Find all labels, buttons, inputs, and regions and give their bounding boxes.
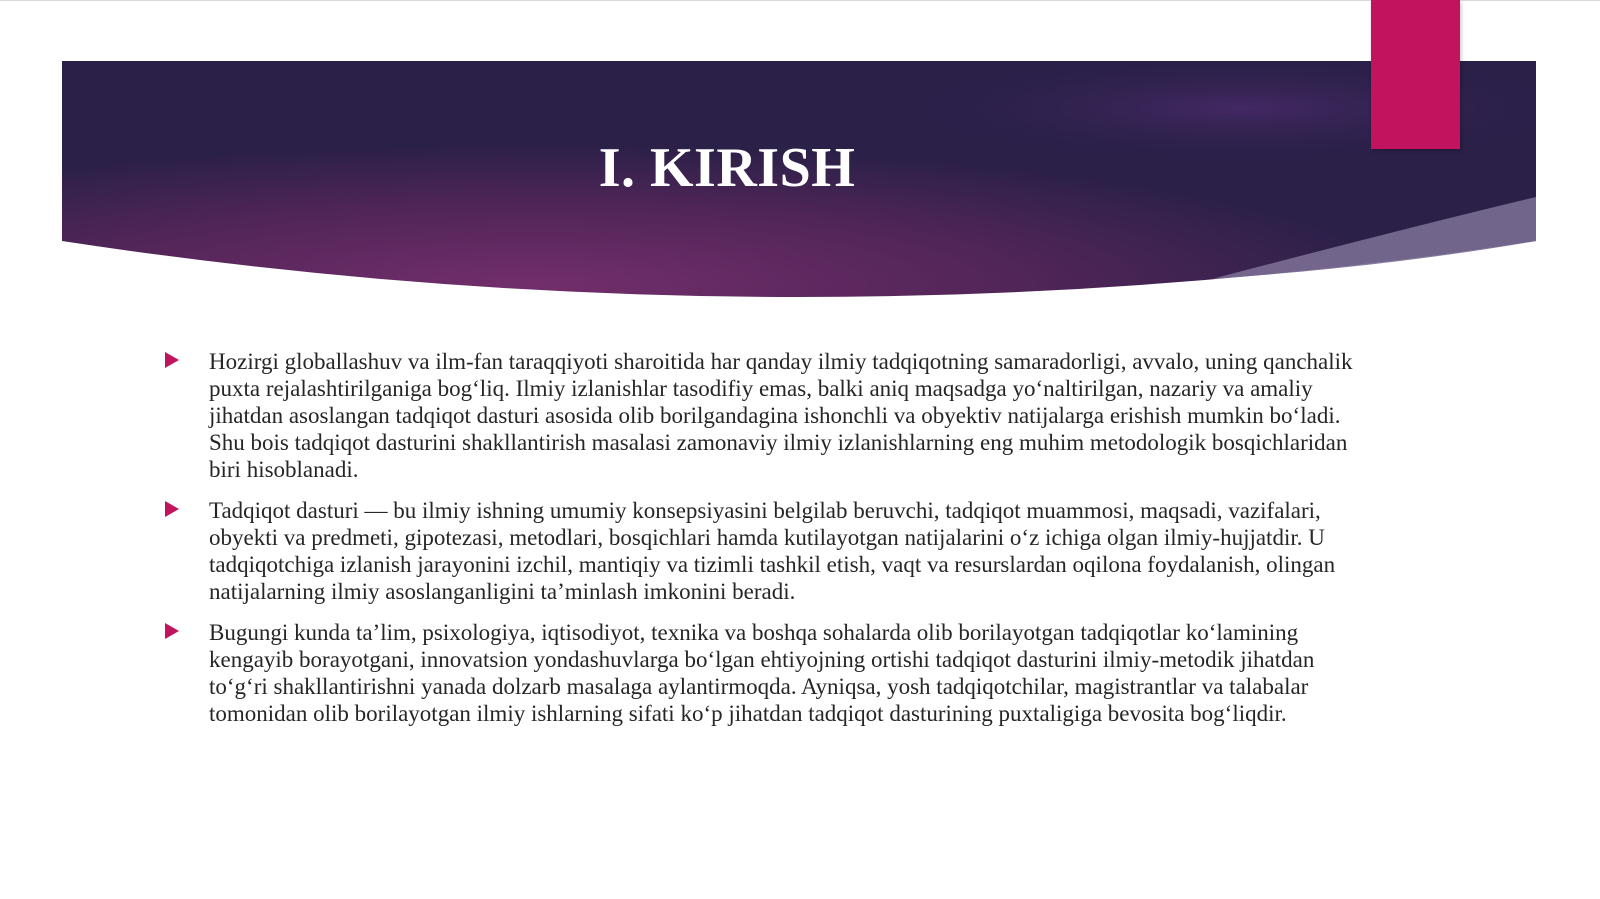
triangle-bullet-icon — [165, 623, 179, 639]
slide-title: I. KIRISH — [598, 137, 856, 199]
bullet-list — [160, 348, 1360, 741]
bullet-text: Hozirgi globallashuv va ilm-fan taraqqiyoti sharoitida har qanday ilmiy tadqiqotning samaradorligi, avvalo, uning qanchalik puxta rejalashtirilganiga bog‘liq. Ilmiy izlanishlar tasodifiy emas, balki aniq maqsadga yo‘naltirilgan, nazariy va amaliy jihatdan asoslangan tadqiqot dasturi asosida olib borilgandagina ishonchli va obyektiv natijalarga erishish mumkin bo‘ladi. Shu bois tadqiqot dasturini shakllantirish masalasi zamonaviy ilmiy izlanishlarning eng muhim metodologik bosqichlaridan biri hisoblanadi. — [209, 349, 1353, 482]
bullet-item — [160, 497, 1360, 605]
bullet-text: Tadqiqot dasturi — bu ilmiy ishning umumiy konsepsiyasini belgilab beruvchi, tadqiqot muammosi, maqsadi, vazifalari, obyekti va predmeti, gipotezasi, metodlari, bosqichlari hamda kutilayotgan natijalarini o‘z ichiga olgan ilmiy-hujjatdir. U tadqiqotchiga izlanish jarayonini izchil, mantiqiy va tizimli tashkil etish, vaqt va resurslardan oqilona foydalanish, olingan natijalarning ilmiy asoslanganligini ta’minlash imkonini beradi. — [209, 498, 1336, 604]
bullet-item — [160, 348, 1360, 483]
bullet-item — [160, 619, 1360, 727]
accent-tab — [1371, 0, 1460, 149]
bullet-text: Bugungi kunda ta’lim, psixologiya, iqtisodiyot, texnika va boshqa sohalarda olib borilayotgan tadqiqotlar ko‘lamining kengayib borayotgani, innovatsion yondashuvlarga bo‘lgan ehtiyojning ortishi tadqiqot dasturini ilmiy-metodik jihatdan to‘g‘ri shakllantirishni yanada dolzarb masalaga aylantirmoqda. Ayniqsa, yosh tadqiqotchilar, magistrantlar va talabalar tomonidan olib borilayotgan ilmiy ishlarning sifati ko‘p jihatdan tadqiqot dasturining puxtaligiga bevosita bog‘liqdir. — [209, 620, 1315, 726]
triangle-bullet-icon — [165, 501, 179, 517]
slide-top-border — [0, 0, 1600, 1]
triangle-bullet-icon — [165, 352, 179, 368]
